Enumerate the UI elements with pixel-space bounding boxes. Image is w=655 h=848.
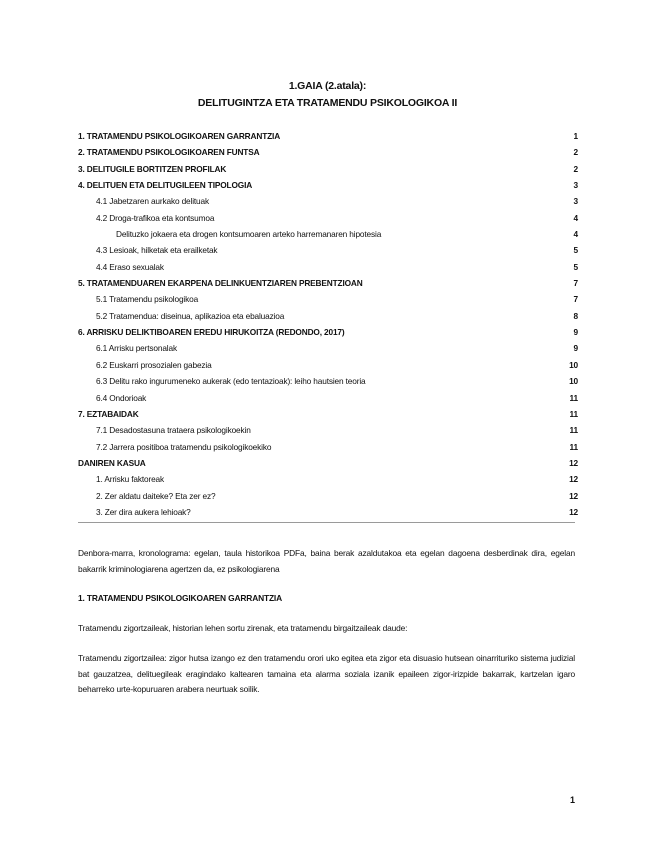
toc-entry-page: 7 — [573, 278, 578, 289]
document-title: 1.GAIA (2.atala): — [288, 80, 367, 92]
toc-entry-label: 2. TRATAMENDU PSIKOLOGIKOAREN FUNTSA — [78, 147, 260, 158]
toc-entry[interactable] — [78, 144, 578, 160]
toc-entry-page: 4 — [573, 229, 578, 240]
toc-entry-page: 3 — [573, 180, 578, 191]
toc-entry-page: 4 — [573, 212, 578, 223]
toc-entry-label: 6.1 Arrisku pertsonalak — [96, 343, 177, 354]
toc-entry[interactable] — [78, 275, 578, 291]
toc-entry-page: 12 — [569, 490, 578, 501]
toc-entry-label: DANIREN KASUA — [78, 457, 146, 468]
toc-entry-page: 2 — [573, 163, 578, 174]
toc-entry-label: 1. TRATAMENDU PSIKOLOGIKOAREN GARRANTZIA — [78, 131, 281, 141]
toc-entry-page: 11 — [569, 441, 578, 452]
toc-entry-label: 4.2 Droga-trafikoa eta kontsumoa — [96, 212, 215, 223]
toc-entry[interactable] — [78, 340, 578, 356]
toc-entry[interactable] — [78, 193, 578, 209]
toc-entry[interactable] — [78, 390, 578, 406]
toc-entry[interactable] — [78, 488, 578, 504]
toc-entry-label: 7. EZTABAIDAK — [78, 408, 139, 419]
toc-entry-page: 10 — [569, 359, 578, 370]
toc-entry[interactable] — [78, 161, 578, 177]
section-heading: 1. TRATAMENDU PSIKOLOGIKOAREN GARRANTZIA — [78, 593, 282, 603]
toc-entry[interactable] — [78, 439, 578, 455]
toc-entry-label: 1. Arrisku faktoreak — [96, 474, 165, 485]
toc-entry-label: 7.2 Jarrera positiboa tratamendu psikologikoekiko — [96, 441, 272, 452]
page-number: 1 — [570, 795, 576, 805]
intro-paragraph: Denbora-marra, kronolograma: egelan, taula historikoa PDFa, baina berak azaldutakoa eta egelan dagoena desberdinak dira, egelan bakarrik kriminologiarena agertzen da, ez psikologiarena — [78, 548, 575, 574]
toc-entry-page: 2 — [573, 147, 578, 158]
toc-entry-label: 5.2 Tratamendua: diseinua, aplikazioa eta ebaluazioa — [96, 310, 285, 321]
toc-entry-page: 1 — [573, 131, 578, 141]
toc-entry[interactable] — [78, 406, 578, 422]
toc-entry[interactable] — [78, 422, 578, 438]
toc-entry-label: 4.1 Jabetzaren aurkako delituak — [96, 196, 209, 207]
document-subtitle: DELITUGINTZA ETA TRATAMENDU PSIKOLOGIKOA II — [197, 97, 458, 109]
toc-entry[interactable] — [78, 471, 578, 487]
toc-entry[interactable] — [78, 210, 578, 226]
toc-entry-label: 5.1 Tratamendu psikologikoa — [96, 294, 199, 305]
toc-entry[interactable] — [78, 226, 578, 242]
toc-entry-label: 6. ARRISKU DELIKTIBOAREN EREDU HIRUKOITZA (REDONDO, 2017) — [78, 327, 345, 338]
toc-entry[interactable] — [78, 373, 578, 389]
toc-entry-label: 6.2 Euskarri prosozialen gabezia — [96, 359, 212, 370]
toc-entry[interactable] — [78, 357, 578, 373]
table-of-contents — [78, 128, 578, 520]
body-paragraph: Tratamendu zigortzaileak, historian lehen sortu zirenak, eta tratamendu birgaitzaileak daude: — [78, 623, 408, 633]
toc-entry-label: 3. DELITUGILE BORTITZEN PROFILAK — [78, 163, 227, 174]
toc-divider — [78, 522, 575, 523]
toc-entry-page: 9 — [573, 327, 578, 338]
toc-entry-page: 10 — [569, 376, 578, 387]
toc-entry-page: 8 — [573, 310, 578, 321]
toc-entry[interactable] — [78, 324, 578, 340]
toc-entry-page: 5 — [573, 261, 578, 272]
toc-entry-label: Delituzko jokaera eta drogen kontsumoaren arteko harremanaren hipotesia — [116, 229, 382, 240]
toc-entry[interactable] — [78, 242, 578, 258]
toc-entry-label: 3. Zer dira aukera lehioak? — [96, 506, 191, 517]
toc-entry-label: 6.3 Delitu rako ingurumeneko aukerak (edo tentazioak): leiho hautsien teoria — [96, 376, 366, 387]
toc-entry-page: 11 — [569, 408, 578, 419]
toc-entry-page: 11 — [569, 425, 578, 436]
toc-entry[interactable] — [78, 308, 578, 324]
toc-entry[interactable] — [78, 455, 578, 471]
toc-entry[interactable] — [78, 504, 578, 520]
toc-entry-page: 11 — [569, 392, 578, 403]
toc-entry-page: 7 — [573, 294, 578, 305]
toc-entry-page: 5 — [573, 245, 578, 256]
toc-entry-label: 7.1 Desadostasuna trataera psikologikoekin — [96, 425, 251, 436]
body-paragraph: Tratamendu zigortzailea: zigor hutsa izango ez den tratamendu orori uko egitea eta zigor eta disuasio hutsean oinarrituriko sistema judizial bat gauzatzea, delituegileak eragindako kaltearen tamaina eta alarma soziala izanik epaileen zigor-irizpide bakarrak, kartzelan igaro beharreko urte-kopuruaren arabera neurtuak soilik. — [78, 653, 575, 694]
toc-entry-page: 12 — [569, 474, 578, 485]
toc-entry[interactable] — [78, 128, 578, 144]
toc-entry-label: 6.4 Ondorioak — [96, 392, 147, 403]
toc-entry-page: 12 — [569, 457, 578, 468]
toc-entry-label: 4.3 Lesioak, hilketak eta erailketak — [96, 245, 218, 256]
toc-entry-page: 9 — [573, 343, 578, 354]
toc-entry-label: 4. DELITUEN ETA DELITUGILEEN TIPOLOGIA — [78, 180, 253, 191]
toc-entry[interactable] — [78, 291, 578, 307]
toc-entry-page: 12 — [569, 506, 578, 517]
toc-entry[interactable] — [78, 259, 578, 275]
toc-entry-label: 4.4 Eraso sexualak — [96, 261, 164, 272]
toc-entry[interactable] — [78, 177, 578, 193]
toc-entry-page: 3 — [573, 196, 578, 207]
toc-entry-label: 2. Zer aldatu daiteke? Eta zer ez? — [96, 490, 216, 501]
toc-entry-label: 5. TRATAMENDUAREN EKARPENA DELINKUENTZIAREN PREBENTZIOAN — [78, 278, 363, 289]
